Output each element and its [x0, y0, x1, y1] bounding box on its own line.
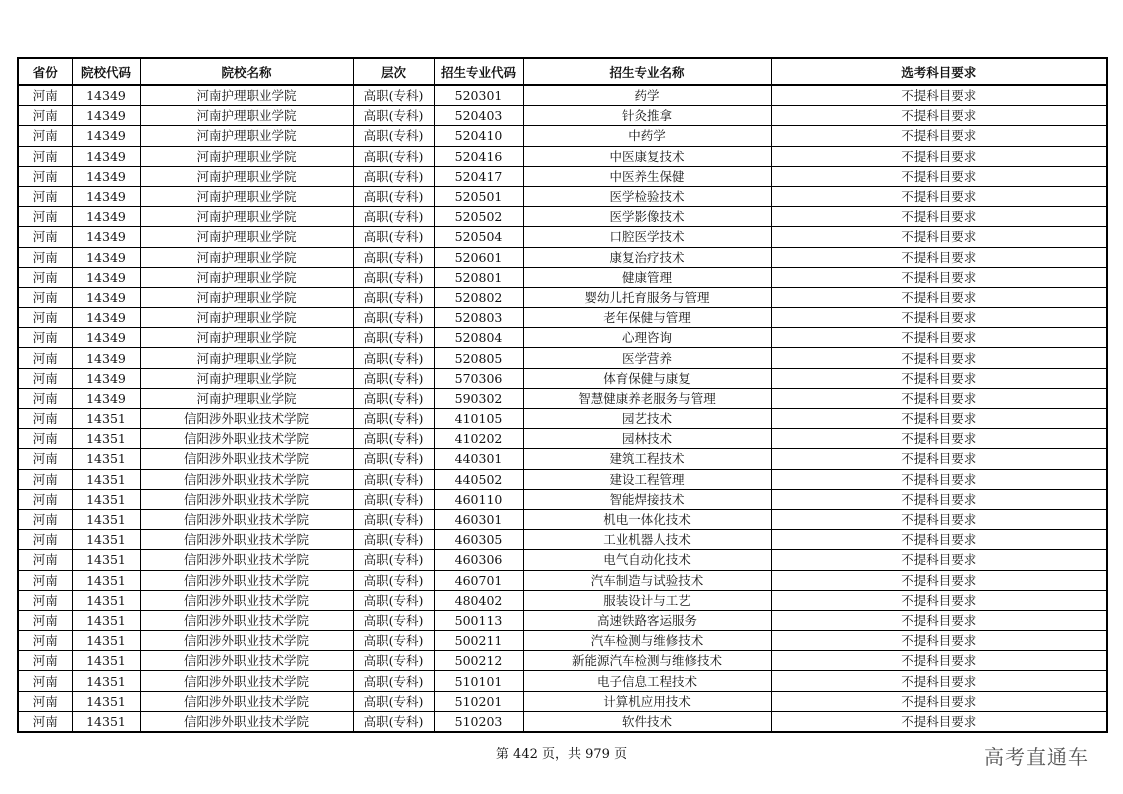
school-name-cell: 河南护理职业学院: [140, 267, 353, 287]
level-cell: 高职(专科): [353, 166, 434, 186]
table-row: [18, 631, 1107, 651]
major-code-cell: 520403: [434, 106, 523, 126]
province-cell: 河南: [18, 348, 72, 368]
major-name-cell: 计算机应用技术: [523, 691, 771, 711]
level-cell: 高职(专科): [353, 186, 434, 206]
subject-requirement-cell: 不提科目要求: [771, 186, 1107, 206]
table-row: [18, 530, 1107, 550]
major-name-cell: 医学检验技术: [523, 186, 771, 206]
school-name-cell: 河南护理职业学院: [140, 308, 353, 328]
school-name-cell: 河南护理职业学院: [140, 207, 353, 227]
level-cell: 高职(专科): [353, 388, 434, 408]
major-name-cell: 健康管理: [523, 267, 771, 287]
subject-requirement-cell: 不提科目要求: [771, 85, 1107, 106]
level-cell: 高职(专科): [353, 590, 434, 610]
major-code-cell: 520802: [434, 287, 523, 307]
major-name-cell: 机电一体化技术: [523, 509, 771, 529]
school-code-cell: 14351: [72, 651, 140, 671]
province-cell: 河南: [18, 409, 72, 429]
major-code-cell: 520410: [434, 126, 523, 146]
school-code-cell: 14351: [72, 610, 140, 630]
table-row: [18, 106, 1107, 126]
province-cell: 河南: [18, 610, 72, 630]
school-code-cell: 14349: [72, 227, 140, 247]
school-name-cell: 河南护理职业学院: [140, 106, 353, 126]
level-cell: 高职(专科): [353, 691, 434, 711]
school-name-cell: 河南护理职业学院: [140, 126, 353, 146]
major-code-cell: 590302: [434, 388, 523, 408]
school-name-cell: 信阳涉外职业技术学院: [140, 651, 353, 671]
level-cell: 高职(专科): [353, 328, 434, 348]
province-cell: 河南: [18, 308, 72, 328]
major-name-cell: 服装设计与工艺: [523, 590, 771, 610]
subject-requirement-cell: 不提科目要求: [771, 388, 1107, 408]
major-code-cell: 510101: [434, 671, 523, 691]
level-cell: 高职(专科): [353, 509, 434, 529]
major-name-cell: 老年保健与管理: [523, 308, 771, 328]
subject-requirement-cell: 不提科目要求: [771, 146, 1107, 166]
major-name-cell: 体育保健与康复: [523, 368, 771, 388]
province-cell: 河南: [18, 146, 72, 166]
table-row: [18, 166, 1107, 186]
subject-requirement-cell: 不提科目要求: [771, 126, 1107, 146]
major-code-cell: 520502: [434, 207, 523, 227]
province-cell: 河南: [18, 186, 72, 206]
subject-requirement-cell: 不提科目要求: [771, 550, 1107, 570]
table-row: [18, 186, 1107, 206]
school-name-cell: 信阳涉外职业技术学院: [140, 610, 353, 630]
school-code-cell: 14351: [72, 590, 140, 610]
major-code-cell: 460301: [434, 509, 523, 529]
major-name-cell: 医学影像技术: [523, 207, 771, 227]
school-code-cell: 14351: [72, 671, 140, 691]
major-code-cell: 460701: [434, 570, 523, 590]
level-cell: 高职(专科): [353, 449, 434, 469]
table-row: [18, 348, 1107, 368]
subject-requirement-cell: 不提科目要求: [771, 227, 1107, 247]
level-cell: 高职(专科): [353, 671, 434, 691]
header-province: 省份: [18, 58, 72, 85]
table-row: [18, 429, 1107, 449]
province-cell: 河南: [18, 509, 72, 529]
school-code-cell: 14351: [72, 550, 140, 570]
table-row: [18, 308, 1107, 328]
major-code-cell: 410105: [434, 409, 523, 429]
level-cell: 高职(专科): [353, 106, 434, 126]
table-row: [18, 570, 1107, 590]
school-name-cell: 信阳涉外职业技术学院: [140, 550, 353, 570]
province-cell: 河南: [18, 287, 72, 307]
major-code-cell: 500113: [434, 610, 523, 630]
level-cell: 高职(专科): [353, 287, 434, 307]
subject-requirement-cell: 不提科目要求: [771, 207, 1107, 227]
school-code-cell: 14349: [72, 207, 140, 227]
level-cell: 高职(专科): [353, 308, 434, 328]
school-code-cell: 14349: [72, 106, 140, 126]
major-name-cell: 汽车检测与维修技术: [523, 631, 771, 651]
province-cell: 河南: [18, 388, 72, 408]
school-name-cell: 河南护理职业学院: [140, 146, 353, 166]
school-code-cell: 14349: [72, 126, 140, 146]
subject-requirement-cell: 不提科目要求: [771, 671, 1107, 691]
school-code-cell: 14349: [72, 368, 140, 388]
major-code-cell: 520504: [434, 227, 523, 247]
major-code-cell: 520803: [434, 308, 523, 328]
major-name-cell: 建筑工程技术: [523, 449, 771, 469]
school-name-cell: 河南护理职业学院: [140, 348, 353, 368]
school-name-cell: 河南护理职业学院: [140, 388, 353, 408]
province-cell: 河南: [18, 449, 72, 469]
province-cell: 河南: [18, 106, 72, 126]
major-name-cell: 针灸推拿: [523, 106, 771, 126]
table-row: [18, 227, 1107, 247]
subject-requirement-cell: 不提科目要求: [771, 409, 1107, 429]
table-row: [18, 267, 1107, 287]
level-cell: 高职(专科): [353, 489, 434, 509]
province-cell: 河南: [18, 671, 72, 691]
major-name-cell: 药学: [523, 85, 771, 106]
province-cell: 河南: [18, 489, 72, 509]
major-code-cell: 440301: [434, 449, 523, 469]
subject-requirement-cell: 不提科目要求: [771, 469, 1107, 489]
school-code-cell: 14351: [72, 409, 140, 429]
province-cell: 河南: [18, 207, 72, 227]
major-name-cell: 智慧健康养老服务与管理: [523, 388, 771, 408]
subject-requirement-cell: 不提科目要求: [771, 711, 1107, 732]
province-cell: 河南: [18, 469, 72, 489]
school-code-cell: 14349: [72, 85, 140, 106]
major-name-cell: 高速铁路客运服务: [523, 610, 771, 630]
level-cell: 高职(专科): [353, 207, 434, 227]
level-cell: 高职(专科): [353, 348, 434, 368]
school-code-cell: 14351: [72, 570, 140, 590]
table-row: [18, 509, 1107, 529]
major-name-cell: 新能源汽车检测与维修技术: [523, 651, 771, 671]
major-code-cell: 520417: [434, 166, 523, 186]
subject-requirement-cell: 不提科目要求: [771, 691, 1107, 711]
table-row: [18, 207, 1107, 227]
school-code-cell: 14351: [72, 469, 140, 489]
school-name-cell: 信阳涉外职业技术学院: [140, 671, 353, 691]
subject-requirement-cell: 不提科目要求: [771, 328, 1107, 348]
table-row: [18, 146, 1107, 166]
school-code-cell: 14351: [72, 631, 140, 651]
major-name-cell: 汽车制造与试验技术: [523, 570, 771, 590]
level-cell: 高职(专科): [353, 126, 434, 146]
header-level: 层次: [353, 58, 434, 85]
major-code-cell: 460305: [434, 530, 523, 550]
school-code-cell: 14351: [72, 509, 140, 529]
level-cell: 高职(专科): [353, 409, 434, 429]
major-name-cell: 婴幼儿托育服务与管理: [523, 287, 771, 307]
school-code-cell: 14351: [72, 449, 140, 469]
school-name-cell: 信阳涉外职业技术学院: [140, 469, 353, 489]
table-row: [18, 469, 1107, 489]
province-cell: 河南: [18, 711, 72, 732]
major-name-cell: 建设工程管理: [523, 469, 771, 489]
province-cell: 河南: [18, 651, 72, 671]
school-code-cell: 14351: [72, 530, 140, 550]
subject-requirement-cell: 不提科目要求: [771, 590, 1107, 610]
school-code-cell: 14349: [72, 348, 140, 368]
major-name-cell: 电子信息工程技术: [523, 671, 771, 691]
level-cell: 高职(专科): [353, 429, 434, 449]
subject-requirement-cell: 不提科目要求: [771, 368, 1107, 388]
school-name-cell: 信阳涉外职业技术学院: [140, 449, 353, 469]
major-code-cell: 520501: [434, 186, 523, 206]
header-major-code: 招生专业代码: [434, 58, 523, 85]
school-name-cell: 信阳涉外职业技术学院: [140, 530, 353, 550]
watermark-logo: 高考直通车: [984, 745, 1089, 769]
school-name-cell: 信阳涉外职业技术学院: [140, 691, 353, 711]
province-cell: 河南: [18, 550, 72, 570]
table-row: [18, 368, 1107, 388]
school-code-cell: 14349: [72, 388, 140, 408]
school-name-cell: 河南护理职业学院: [140, 85, 353, 106]
major-name-cell: 智能焊接技术: [523, 489, 771, 509]
admissions-table: [17, 57, 1108, 733]
table-row: [18, 489, 1107, 509]
school-name-cell: 河南护理职业学院: [140, 287, 353, 307]
subject-requirement-cell: 不提科目要求: [771, 631, 1107, 651]
major-code-cell: 520416: [434, 146, 523, 166]
province-cell: 河南: [18, 368, 72, 388]
major-name-cell: 软件技术: [523, 711, 771, 732]
table-row: [18, 449, 1107, 469]
table-row: [18, 287, 1107, 307]
subject-requirement-cell: 不提科目要求: [771, 489, 1107, 509]
major-code-cell: 570306: [434, 368, 523, 388]
major-name-cell: 心理咨询: [523, 328, 771, 348]
school-name-cell: 信阳涉外职业技术学院: [140, 711, 353, 732]
table-row: [18, 550, 1107, 570]
subject-requirement-cell: 不提科目要求: [771, 106, 1107, 126]
major-name-cell: 工业机器人技术: [523, 530, 771, 550]
province-cell: 河南: [18, 166, 72, 186]
table-row: [18, 247, 1107, 267]
major-code-cell: 410202: [434, 429, 523, 449]
school-name-cell: 信阳涉外职业技术学院: [140, 509, 353, 529]
school-code-cell: 14351: [72, 489, 140, 509]
table-row: [18, 610, 1107, 630]
school-name-cell: 信阳涉外职业技术学院: [140, 570, 353, 590]
subject-requirement-cell: 不提科目要求: [771, 449, 1107, 469]
subject-requirement-cell: 不提科目要求: [771, 166, 1107, 186]
major-code-cell: 460306: [434, 550, 523, 570]
province-cell: 河南: [18, 85, 72, 106]
major-code-cell: 520801: [434, 267, 523, 287]
school-code-cell: 14351: [72, 429, 140, 449]
province-cell: 河南: [18, 267, 72, 287]
subject-requirement-cell: 不提科目要求: [771, 429, 1107, 449]
level-cell: 高职(专科): [353, 469, 434, 489]
school-name-cell: 河南护理职业学院: [140, 186, 353, 206]
school-code-cell: 14349: [72, 247, 140, 267]
school-name-cell: 河南护理职业学院: [140, 247, 353, 267]
major-name-cell: 口腔医学技术: [523, 227, 771, 247]
major-name-cell: 中医康复技术: [523, 146, 771, 166]
subject-requirement-cell: 不提科目要求: [771, 267, 1107, 287]
level-cell: 高职(专科): [353, 550, 434, 570]
header-school-name: 院校名称: [140, 58, 353, 85]
major-code-cell: 520301: [434, 85, 523, 106]
province-cell: 河南: [18, 530, 72, 550]
level-cell: 高职(专科): [353, 227, 434, 247]
major-name-cell: 中医养生保健: [523, 166, 771, 186]
school-name-cell: 河南护理职业学院: [140, 166, 353, 186]
school-name-cell: 信阳涉外职业技术学院: [140, 429, 353, 449]
level-cell: 高职(专科): [353, 530, 434, 550]
page-number: 第 442 页，共 979 页: [495, 747, 628, 762]
table-row: [18, 691, 1107, 711]
table-row: [18, 328, 1107, 348]
major-name-cell: 医学营养: [523, 348, 771, 368]
province-cell: 河南: [18, 570, 72, 590]
major-code-cell: 520804: [434, 328, 523, 348]
major-name-cell: 园艺技术: [523, 409, 771, 429]
table-row: [18, 711, 1107, 732]
school-name-cell: 信阳涉外职业技术学院: [140, 631, 353, 651]
school-code-cell: 14349: [72, 146, 140, 166]
subject-requirement-cell: 不提科目要求: [771, 509, 1107, 529]
table-header-row: [18, 58, 1107, 85]
level-cell: 高职(专科): [353, 267, 434, 287]
level-cell: 高职(专科): [353, 711, 434, 732]
province-cell: 河南: [18, 590, 72, 610]
school-code-cell: 14349: [72, 267, 140, 287]
table-row: [18, 590, 1107, 610]
major-code-cell: 460110: [434, 489, 523, 509]
header-major-name: 招生专业名称: [523, 58, 771, 85]
subject-requirement-cell: 不提科目要求: [771, 287, 1107, 307]
province-cell: 河南: [18, 126, 72, 146]
province-cell: 河南: [18, 631, 72, 651]
province-cell: 河南: [18, 429, 72, 449]
table-row: [18, 126, 1107, 146]
level-cell: 高职(专科): [353, 146, 434, 166]
major-code-cell: 500212: [434, 651, 523, 671]
major-code-cell: 520601: [434, 247, 523, 267]
subject-requirement-cell: 不提科目要求: [771, 651, 1107, 671]
major-code-cell: 440502: [434, 469, 523, 489]
level-cell: 高职(专科): [353, 247, 434, 267]
major-code-cell: 520805: [434, 348, 523, 368]
major-code-cell: 510203: [434, 711, 523, 732]
level-cell: 高职(专科): [353, 631, 434, 651]
province-cell: 河南: [18, 227, 72, 247]
school-code-cell: 14351: [72, 711, 140, 732]
subject-requirement-cell: 不提科目要求: [771, 348, 1107, 368]
level-cell: 高职(专科): [353, 570, 434, 590]
school-code-cell: 14351: [72, 691, 140, 711]
major-name-cell: 电气自动化技术: [523, 550, 771, 570]
level-cell: 高职(专科): [353, 85, 434, 106]
table-row: [18, 85, 1107, 106]
major-code-cell: 480402: [434, 590, 523, 610]
subject-requirement-cell: 不提科目要求: [771, 530, 1107, 550]
school-name-cell: 河南护理职业学院: [140, 368, 353, 388]
school-name-cell: 信阳涉外职业技术学院: [140, 489, 353, 509]
table-row: [18, 409, 1107, 429]
table-body: [18, 85, 1107, 732]
province-cell: 河南: [18, 247, 72, 267]
province-cell: 河南: [18, 328, 72, 348]
header-school-code: 院校代码: [72, 58, 140, 85]
school-name-cell: 河南护理职业学院: [140, 328, 353, 348]
subject-requirement-cell: 不提科目要求: [771, 570, 1107, 590]
level-cell: 高职(专科): [353, 368, 434, 388]
school-name-cell: 信阳涉外职业技术学院: [140, 409, 353, 429]
school-name-cell: 信阳涉外职业技术学院: [140, 590, 353, 610]
major-name-cell: 中药学: [523, 126, 771, 146]
major-name-cell: 康复治疗技术: [523, 247, 771, 267]
province-cell: 河南: [18, 691, 72, 711]
school-name-cell: 河南护理职业学院: [140, 227, 353, 247]
school-code-cell: 14349: [72, 186, 140, 206]
major-name-cell: 园林技术: [523, 429, 771, 449]
table-row: [18, 388, 1107, 408]
subject-requirement-cell: 不提科目要求: [771, 247, 1107, 267]
major-code-cell: 500211: [434, 631, 523, 651]
level-cell: 高职(专科): [353, 610, 434, 630]
school-code-cell: 14349: [72, 308, 140, 328]
level-cell: 高职(专科): [353, 651, 434, 671]
subject-requirement-cell: 不提科目要求: [771, 308, 1107, 328]
table-row: [18, 671, 1107, 691]
school-code-cell: 14349: [72, 328, 140, 348]
table-row: [18, 651, 1107, 671]
school-code-cell: 14349: [72, 287, 140, 307]
major-code-cell: 510201: [434, 691, 523, 711]
subject-requirement-cell: 不提科目要求: [771, 610, 1107, 630]
header-subject-requirement: 选考科目要求: [771, 58, 1107, 85]
school-code-cell: 14349: [72, 166, 140, 186]
